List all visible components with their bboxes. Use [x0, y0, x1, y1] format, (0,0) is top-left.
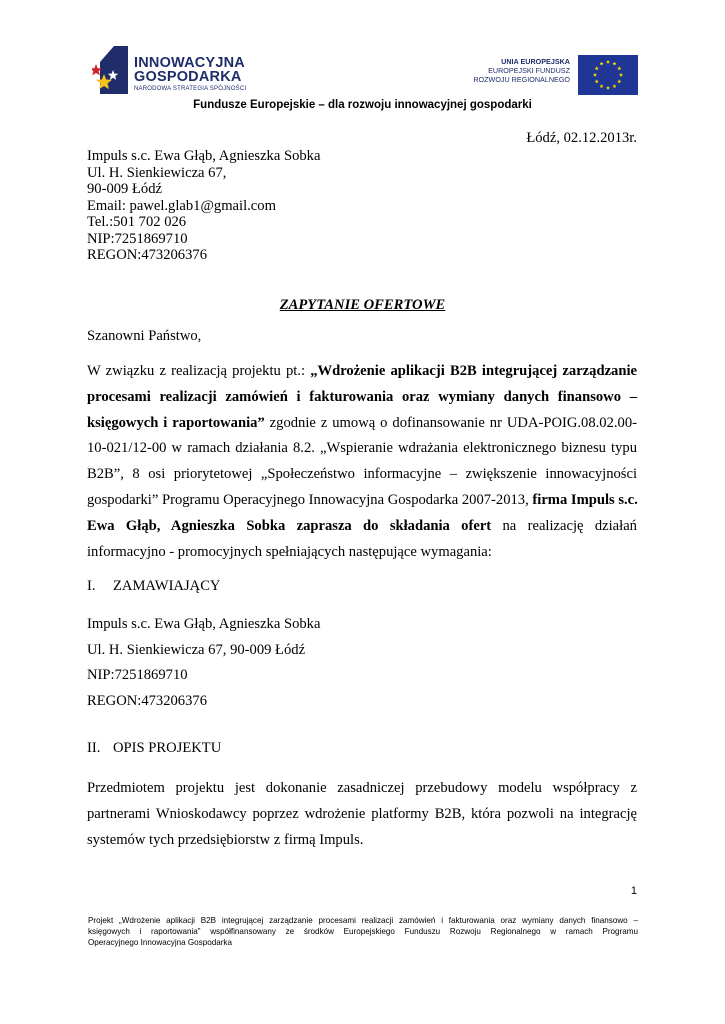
intro-paragraph — [87, 363, 637, 569]
logo-subtitle: NARODOWA STRATEGIA SPÓJNOŚCI — [134, 86, 247, 92]
company-bold: Ewa Głąb, Agnieszka Sobka zaprasza do składania ofert — [87, 517, 492, 534]
project-title-bold: księgowych i raportowania” — [87, 414, 265, 431]
sender-regon: REGON:473206376 — [87, 247, 207, 263]
letter-date: Łódź, 02.12.2013r. — [526, 130, 637, 146]
section-number: II. — [87, 740, 101, 756]
logo-title-line1: INNOWACYJNA — [134, 55, 245, 71]
eu-star-icon — [593, 73, 597, 77]
eu-star-icon — [595, 66, 599, 70]
funding-tagline: Fundusze Europejskie – dla rozwoju innowacyjnej gospodarki — [193, 99, 532, 111]
eu-star-icon — [599, 84, 603, 88]
eu-star-icon — [617, 66, 621, 70]
section-title: OPIS PROJEKTU — [113, 740, 222, 756]
project-title-bold: „Wdrożenie aplikacji B2B integrującej zarządzanie — [310, 363, 637, 379]
company-bold: firma Impuls s.c. — [532, 491, 638, 508]
paragraph-line: Przedmiotem projektu jest dokonanie zasadniczej przebudowy modelu współpracy z — [87, 780, 637, 796]
orderer-block — [87, 616, 320, 718]
orderer-name: Impuls s.c. Ewa Głąb, Agnieszka Sobka — [87, 616, 321, 632]
page-footer — [88, 915, 638, 949]
sender-address-block — [87, 148, 320, 264]
eu-star-icon — [612, 84, 616, 88]
eu-star-icon — [606, 86, 610, 90]
paragraph-line: partnerami Wnioskodawcy poprzez wdrożenie platformy B2B, która pozwoli na integrację — [87, 805, 637, 822]
intro-text: informacyjno - promocyjnych spełniających następujące wymagania: — [87, 543, 492, 560]
page-number: 1 — [630, 885, 637, 897]
section-heading-project — [87, 740, 221, 757]
section-title: ZAMAWIAJĄCY — [113, 578, 221, 594]
intro-text: zgodnie z umową o dofinansowanie nr UDA-POIG.08.02.00- — [264, 414, 637, 431]
section-number: I. — [87, 578, 96, 594]
footer-line: księgowych i raportowania” współfinansowany ze środków Europejskiego Funduszu Rozwoju Regionalnego w ramach Programu — [88, 927, 638, 937]
eu-logo-line2: EUROPEJSKI FUNDUSZ — [488, 66, 570, 75]
sender-city: 90-009 Łódź — [87, 181, 162, 197]
eu-star-icon — [606, 60, 610, 64]
salutation: Szanowni Państwo, — [87, 328, 202, 344]
intro-text: B2B”, 8 osi priorytetowej „Społeczeństwo informacyjne – zwiększenie innowacyjności — [87, 466, 637, 483]
footer-line: Projekt „Wdrożenie aplikacji B2B integrującej zarządzanie procesami realizacji zamówień i fakturowania oraz wymiany danych finansowo – — [88, 916, 638, 925]
star-flag-emblem-icon — [92, 44, 132, 96]
orderer-nip: NIP:7251869710 — [87, 667, 188, 683]
innowacyjna-gospodarka-logo — [92, 44, 262, 96]
project-title-bold: procesami realizacji zamówień i fakturowania oraz wymiany danych finansowo – — [87, 388, 637, 405]
eu-star-icon — [619, 73, 623, 77]
intro-text: na realizację działań — [491, 517, 637, 534]
footer-line: Operacyjnego Innowacyjna Gospodarka — [88, 938, 232, 948]
paragraph-line: systemów tych przedsiębiorstw z firmą Impuls. — [87, 831, 364, 848]
intro-text: W związku z realizacją projektu pt.: — [87, 363, 311, 379]
sender-nip: NIP:7251869710 — [87, 230, 188, 247]
intro-text: 10-021/12-00 w ramach działania 8.2. „Wspieranie wdrażania elektronicznego biznesu typu — [87, 440, 637, 457]
orderer-address: Ul. H. Sienkiewicza 67, 90-009 Łódź — [87, 641, 306, 658]
section-heading-orderer — [87, 578, 220, 595]
eu-star-icon — [599, 62, 603, 66]
eu-logo-line1: UNIA EUROPEJSKA — [501, 57, 570, 66]
orderer-regon: REGON:473206376 — [87, 692, 207, 709]
eu-flag-icon — [578, 55, 638, 95]
logo-title-line2: GOSPODARKA — [134, 69, 242, 85]
project-description-paragraph — [87, 780, 637, 857]
eu-star-icon — [595, 79, 599, 83]
document-title: ZAPYTANIE OFERTOWE — [279, 297, 446, 313]
sender-street: Ul. H. Sienkiewicza 67, — [87, 164, 227, 181]
sender-phone: Tel.:501 702 026 — [87, 214, 187, 230]
eu-logo — [473, 53, 638, 99]
intro-text: gospodarki” Programu Operacyjnego Innowacyjna Gospodarka 2007-2013, — [87, 491, 533, 508]
eu-logo-line3: ROZWOJU REGIONALNEGO — [473, 75, 570, 84]
eu-star-icon — [612, 62, 616, 66]
eu-star-icon — [617, 79, 621, 83]
sender-email: Email: pawel.glab1@gmail.com — [87, 197, 276, 214]
sender-name: Impuls s.c. Ewa Głąb, Agnieszka Sobka — [87, 148, 321, 164]
